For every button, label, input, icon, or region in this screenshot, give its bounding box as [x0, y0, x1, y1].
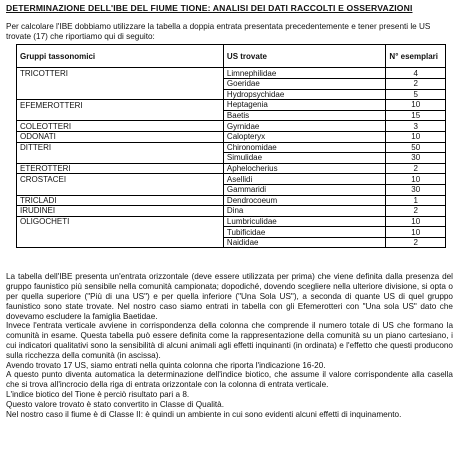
cell-count: 5 — [386, 89, 446, 100]
cell-count: 10 — [386, 131, 446, 142]
table-row — [17, 78, 446, 89]
table-header-row — [17, 45, 446, 68]
cell-count: 10 — [386, 216, 446, 227]
cell-us: Dendrocoeum — [223, 195, 386, 206]
cell-count: 4 — [386, 68, 446, 79]
cell-count: 30 — [386, 153, 446, 164]
cell-us: Limnephilidae — [223, 68, 386, 79]
cell-count: 15 — [386, 110, 446, 121]
body-paragraph: La tabella dell'IBE presenta un'entrata orizzontale (deve essere utilizzata per prima) che viene definita dalla presenza del gruppo faunistico più sensibile nella comunità campionata; dopodiché, dovendo scegliere nella ulteriore divisione, si opta o per quella superiore ("Più di una US") e per quella inferiore ("Una Sola US"), a seconda di quante US di quel gruppo faunistico sono state trovate. Nel nostro caso siamo entrati in tabella con gli Efemerotteri con "Una sola US" dato che dovevamo escludere la famiglia Baetidae. — [6, 272, 453, 321]
cell-count: 2 — [386, 206, 446, 217]
cell-group: ODONATI — [17, 131, 224, 142]
cell-group — [17, 227, 224, 238]
cell-group: OLIGOCHETI — [17, 216, 224, 227]
cell-group: TRICOTTERI — [17, 68, 224, 79]
table-row — [17, 237, 446, 248]
cell-us: Goeridae — [223, 78, 386, 89]
cell-us: Calopteryx — [223, 131, 386, 142]
table-row — [17, 68, 446, 79]
body-paragraph: Nel nostro caso il fiume è di Classe II: è quindi un ambiente in cui sono evidenti alcuni effetti di inquinamento. — [6, 409, 402, 419]
table-row — [17, 100, 446, 111]
cell-group — [17, 153, 224, 164]
cell-count: 2 — [386, 163, 446, 174]
header-gruppi: Gruppi tassonomici — [17, 45, 224, 68]
cell-count: 10 — [386, 100, 446, 111]
body-paragraph: Avendo trovato 17 US, siamo entrati nella quinta colonna che riporta l'indicazione 16-20. — [6, 360, 326, 370]
cell-group: IRUDINEI — [17, 206, 224, 217]
cell-us: Hydropsychidae — [223, 89, 386, 100]
cell-group — [17, 89, 224, 100]
cell-count: 1 — [386, 195, 446, 206]
cell-group: CROSTACEI — [17, 174, 224, 185]
cell-us: Tubificidae — [223, 227, 386, 238]
table-row — [17, 89, 446, 100]
table-row — [17, 227, 446, 238]
cell-count: 30 — [386, 184, 446, 195]
table-row — [17, 174, 446, 185]
cell-group: DITTERI — [17, 142, 224, 153]
cell-us: Chironomidae — [223, 142, 386, 153]
body-paragraph: Invece l'entrata verticale avviene in corrispondenza della colonna che comprende il numero totale di US che formano la comunità in esame. Questa tabella può essere definita come la rappresentazione della comunità su un piano cartesiano, i cui indicatori qualitativi sono la sensibilità di alcuni animali agli effetti inquinanti (in ordinata) e l'effetto che questi producono sulla ricchezza della comunità (in ascissa). — [6, 321, 453, 360]
cell-count: 3 — [386, 121, 446, 132]
table-row — [17, 131, 446, 142]
cell-us: Asellidi — [223, 174, 386, 185]
cell-us: Gyrnidae — [223, 121, 386, 132]
cell-us: Aphelocherius — [223, 163, 386, 174]
cell-count: 10 — [386, 174, 446, 185]
cell-us: Naididae — [223, 237, 386, 248]
body-text — [6, 272, 453, 419]
cell-count: 2 — [386, 237, 446, 248]
taxa-table — [16, 44, 446, 248]
body-paragraph: A questo punto diventa automatica la determinazione dell'indice biotico, che assume il valore corrispondente alla casella che si trova all'incrocio della riga di entrata orizzontale con la colonna di entrata verticale. — [6, 370, 453, 390]
document-title: DETERMINAZIONE DELL'IBE DEL FIUME TIONE: ANALISI DEI DATI RACCOLTI E OSSERVAZIONI — [6, 3, 413, 13]
cell-group — [17, 237, 224, 248]
cell-count: 10 — [386, 227, 446, 238]
body-paragraph: L'indice biotico del Tione è perciò risultato pari a 8. — [6, 390, 190, 400]
cell-group — [17, 184, 224, 195]
cell-group — [17, 78, 224, 89]
cell-us: Heptagenia — [223, 100, 386, 111]
table-row — [17, 195, 446, 206]
table-row — [17, 142, 446, 153]
table-body — [17, 68, 446, 248]
table-row — [17, 121, 446, 132]
cell-group: COLEOTTERI — [17, 121, 224, 132]
table-row — [17, 110, 446, 121]
table-row — [17, 216, 446, 227]
table-row — [17, 206, 446, 217]
header-esemplari: N° esemplari — [386, 45, 446, 68]
cell-group: TRICLADI — [17, 195, 224, 206]
table-row — [17, 163, 446, 174]
cell-us: Simulidae — [223, 153, 386, 164]
cell-us: Lumbriculidae — [223, 216, 386, 227]
cell-group: EFEMEROTTERI — [17, 100, 224, 111]
cell-us: Gammaridi — [223, 184, 386, 195]
cell-count: 50 — [386, 142, 446, 153]
intro-paragraph: Per calcolare l'IBE dobbiamo utilizzare la tabella a doppia entrata presentata precedentemente e tener presenti le US trovate (17) che riportiamo qui di seguito: — [6, 21, 431, 41]
cell-group: ETEROTTERI — [17, 163, 224, 174]
cell-us: Dina — [223, 206, 386, 217]
cell-us: Baetis — [223, 110, 386, 121]
cell-count: 2 — [386, 78, 446, 89]
table-row — [17, 153, 446, 164]
body-paragraph: Questo valore trovato è stato convertito in Classe di Qualità. — [6, 399, 224, 409]
header-us: US trovate — [223, 45, 386, 68]
table-row — [17, 184, 446, 195]
cell-group — [17, 110, 224, 121]
